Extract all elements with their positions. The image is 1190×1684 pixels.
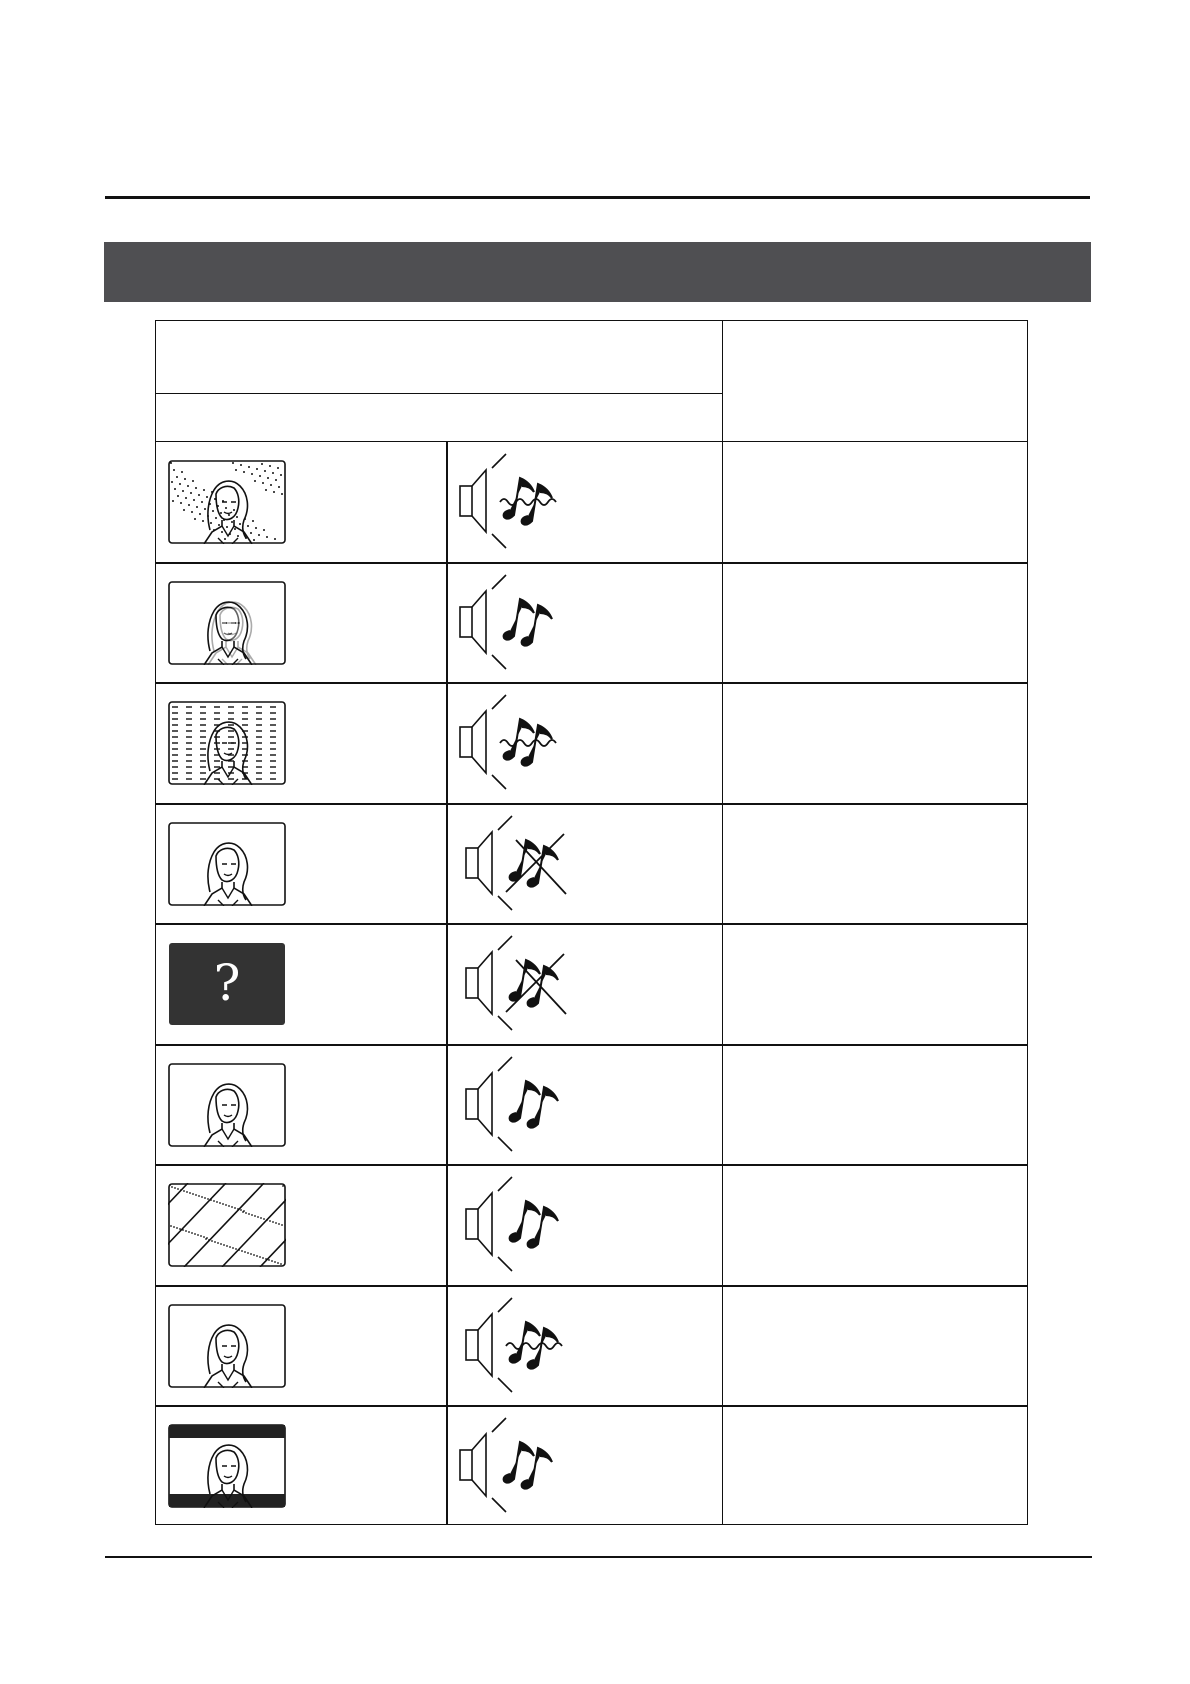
speaker-noisy-sound-icon: [448, 450, 588, 560]
svg-text:?: ?: [213, 954, 241, 1012]
table-row: [156, 1286, 1027, 1407]
speaker-normal-sound-icon: [454, 1053, 594, 1163]
table-row: [156, 1406, 1027, 1527]
table-row: [156, 1165, 1027, 1286]
tv-interference-lines-icon: [168, 701, 286, 785]
tv-no-picture-icon: [168, 942, 286, 1026]
tv-normal-picture-icon: [168, 822, 286, 906]
speaker-normal-sound-icon: [448, 1414, 588, 1524]
tv-snowy-noise-icon: [168, 460, 286, 544]
tv-diagonal-stripes-icon: [168, 1183, 286, 1267]
section-banner: [104, 242, 1091, 302]
tv-normal-picture-icon: [168, 1063, 286, 1147]
footer-rule: [105, 1556, 1092, 1558]
troubleshooting-table: [155, 320, 1028, 1525]
table-row: [156, 804, 1027, 925]
speaker-no-sound-icon: [454, 932, 594, 1042]
speaker-no-sound-icon: [454, 812, 594, 922]
table-row: [156, 563, 1027, 684]
tv-letterbox-bars-icon: [168, 1424, 286, 1508]
table-row: [156, 924, 1027, 1045]
table-row: [156, 1045, 1027, 1166]
tv-ghost-double-image-icon: [168, 581, 286, 665]
speaker-noisy-sound-icon: [454, 1294, 594, 1404]
tv-normal-picture-icon: [168, 1304, 286, 1388]
table-row: [156, 442, 1027, 563]
header-rule: [105, 196, 1090, 199]
speaker-normal-sound-icon: [454, 1173, 594, 1283]
speaker-noisy-sound-icon: [448, 691, 588, 801]
header-divider: [156, 393, 722, 394]
table-row: [156, 683, 1027, 804]
speaker-normal-sound-icon: [448, 571, 588, 681]
